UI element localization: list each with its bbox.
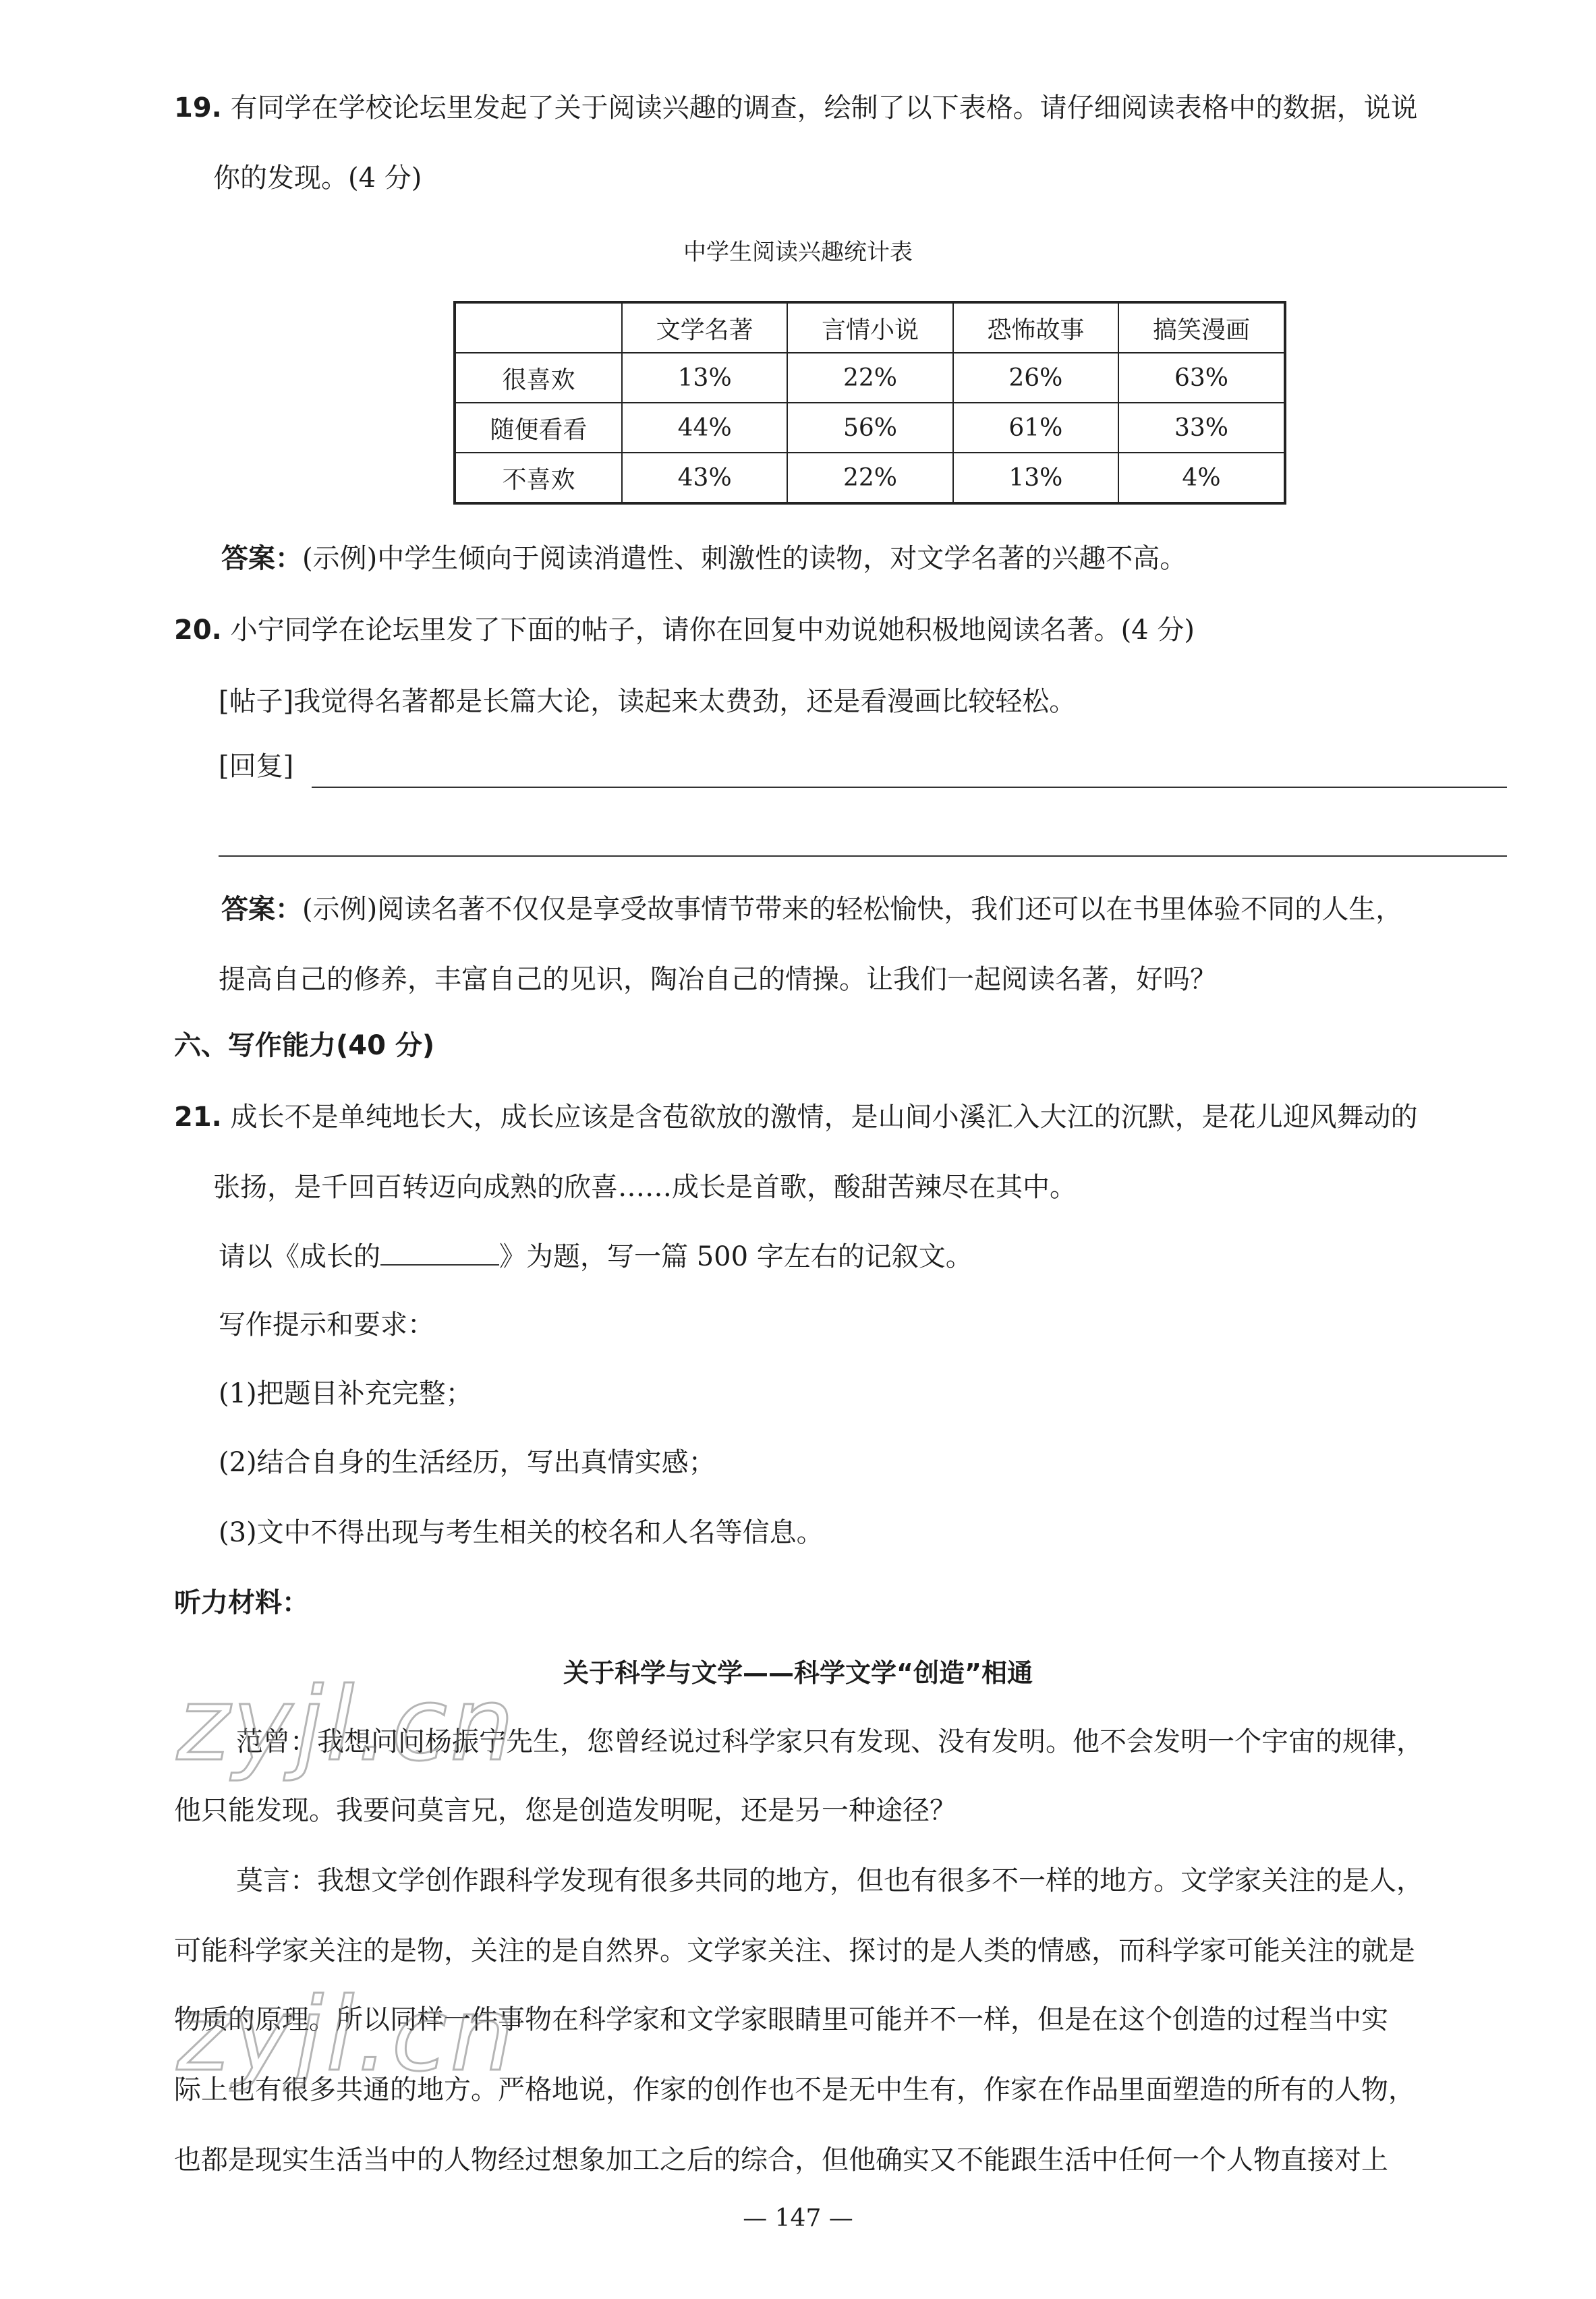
table-cell: 61% [953,403,1118,453]
para2-line5: 也都是现实生活当中的人物经过想象加工之后的综合，但他确实又不能跟生活中任何一个人物直接对上 [174,2145,1388,2176]
table-row [455,353,1285,403]
q20-line [174,611,1195,649]
q20-post: [帖子]我觉得名著都是长篇大论，读起来太费劲，还是看漫画比较轻松。 [219,686,1077,717]
table-header-cell: 恐怖故事 [953,302,1118,353]
table-row [455,403,1285,453]
q21-prompt [219,1237,973,1276]
tips-title: 写作提示和要求： [219,1309,434,1340]
table-row-label: 随便看看 [455,403,622,453]
table-cell: 56% [787,403,952,453]
q20-text: 小宁同学在论坛里发了下面的帖子，请你在回复中劝说她积极地阅读名著。(4 分) [230,615,1195,646]
table-cell: 43% [622,453,787,503]
table-cell: 4% [1118,453,1285,503]
table-cell: 44% [622,403,787,453]
watermark: zyjl.cn [177,1977,517,2094]
prompt-before: 请以《成长的 [219,1241,380,1272]
table-header-corner [455,302,622,353]
table-row [455,453,1285,503]
para1-line1: 范曾：我想问问杨振宁先生，您曾经说过科学家只有发现、没有发明。他不会发明一个宇宙的规律， [236,1726,1423,1757]
reply-line [312,787,1507,788]
page-number: — 147 — [743,2205,853,2232]
table-cell: 22% [787,353,952,403]
reply-line [219,855,1507,857]
listening-label: 听力材料： [174,1587,309,1618]
q21-line2: 张扬，是千回百转迈向成熟的欣喜……成长是首歌，酸甜苦辣尽在其中。 [213,1172,1077,1203]
q19-number: 19. [174,92,222,123]
table-cell: 13% [622,353,787,403]
q21-line1 [174,1098,1418,1136]
table-cell: 26% [953,353,1118,403]
reading-interest-table [453,301,1286,505]
q21-number: 21. [174,1102,222,1133]
answer-text: (示例)中学生倾向于阅读消遣性、刺激性的读物，对文学名著的兴趣不高。 [302,543,1187,574]
q20-answer-line2: 提高自己的修养，丰富自己的见识，陶冶自己的情操。让我们一起阅读名著，好吗？ [219,964,1217,995]
table-cell: 13% [953,453,1118,503]
table-cell: 33% [1118,403,1285,453]
tip-item: (2)结合自身的生活经历，写出真情实感； [219,1447,716,1478]
q20-number: 20. [174,615,222,646]
q19-line2: 你的发现。(4 分) [213,163,422,194]
q20-reply-label: [回复] [219,751,294,782]
table-header-cell: 文学名著 [622,302,787,353]
q21-text: 成长不是单纯地长大，成长应该是含苞欲放的激情，是山间小溪汇入大江的沉默，是花儿迎风舞动的 [230,1102,1418,1133]
prompt-after: 》为题，写一篇 500 字左右的记叙文。 [499,1241,973,1272]
answer-text: (示例)阅读名著不仅仅是享受故事情节带来的轻松愉快，我们还可以在书里体验不同的人生， [302,894,1403,925]
tip-item: (1)把题目补充完整； [219,1378,473,1409]
para1-line2: 他只能发现。我要问莫言兄，您是创造发明呢，还是另一种途径？ [174,1795,957,1826]
table-row-label: 很喜欢 [455,353,622,403]
tip-item: (3)文中不得出现与考生相关的校名和人名等信息。 [219,1517,824,1548]
table-header-row [455,302,1285,353]
para2-line3: 物质的原理。所以同样一件事物在科学家和文学家眼睛里可能并不一样，但是在这个创造的过程当中实 [174,2004,1388,2035]
q19-text: 有同学在学校论坛里发起了关于阅读兴趣的调查，绘制了以下表格。请仔细阅读表格中的数据，说说 [230,92,1418,123]
section-title: 六、写作能力(40 分) [174,1030,435,1061]
watermark: zyjl.cn [177,1666,517,1784]
table-row-label: 不喜欢 [455,453,622,503]
listening-title: 关于科学与文学——科学文学“创造”相通 [563,1658,1033,1688]
q19-answer [221,540,1187,577]
q20-answer-line1 [221,890,1402,928]
para2-line1: 莫言：我想文学创作跟科学发现有很多共同的地方，但也有很多不一样的地方。文学家关注的是人， [236,1865,1423,1896]
answer-label: 答案： [221,894,302,925]
title-blank [380,1237,499,1266]
table-header-cell: 言情小说 [787,302,952,353]
q19-line1 [174,89,1418,127]
answer-label: 答案： [221,543,302,574]
para2-line2: 可能科学家关注的是物，关注的是自然界。文学家关注、探讨的是人类的情感，而科学家可能关注的就是 [174,1935,1415,1966]
table-header-cell: 搞笑漫画 [1118,302,1285,353]
table-cell: 22% [787,453,952,503]
para2-line4: 际上也有很多共通的地方。严格地说，作家的创作也不是无中生有，作家在作品里面塑造的所有的人物， [174,2074,1415,2105]
table-title: 中学生阅读兴趣统计表 [683,239,913,266]
table-cell: 63% [1118,353,1285,403]
